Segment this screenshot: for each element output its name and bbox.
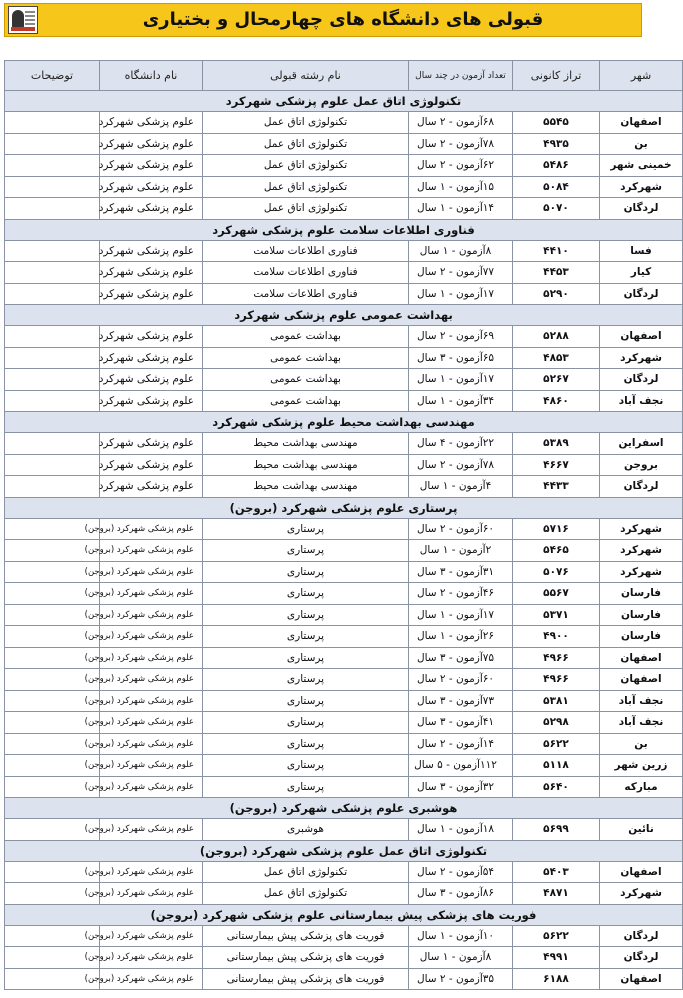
city-cell: فسا	[600, 240, 683, 262]
city-cell: اصفهان	[600, 647, 683, 669]
table-row	[5, 112, 683, 134]
table-row	[5, 968, 683, 990]
exam-count-cell: ۷۷آزمون - ۲ سال	[409, 262, 513, 284]
city-cell: لردگان	[600, 369, 683, 391]
rank-cell: ۴۸۵۳	[513, 347, 600, 369]
notes-cell	[5, 155, 100, 177]
field-cell: تکنولوژی اتاق عمل	[203, 133, 409, 155]
table-row	[5, 155, 683, 177]
rank-cell: ۵۱۱۸	[513, 755, 600, 777]
notes-cell	[5, 133, 100, 155]
university-cell: علوم پزشکی شهرکرد	[100, 112, 203, 134]
field-cell: تکنولوژی اتاق عمل	[203, 155, 409, 177]
table-row	[5, 176, 683, 198]
notes-cell	[5, 240, 100, 262]
city-cell: اصفهان	[600, 326, 683, 348]
exam-count-cell: ۷۳آزمون - ۳ سال	[409, 690, 513, 712]
table-row	[5, 647, 683, 669]
notes-cell	[5, 326, 100, 348]
exam-count-cell: ۶۸آزمون - ۲ سال	[409, 112, 513, 134]
rank-cell: ۴۹۶۶	[513, 647, 600, 669]
rank-cell: ۵۲۶۷	[513, 369, 600, 391]
exam-count-cell: ۶۲آزمون - ۲ سال	[409, 155, 513, 177]
exam-count-cell: ۱۷آزمون - ۱ سال	[409, 369, 513, 391]
table-row	[5, 755, 683, 777]
table-row	[5, 626, 683, 648]
page-title: قبولی های دانشگاه های چهارمحال و بختیاری	[142, 9, 544, 30]
field-cell: تکنولوژی اتاق عمل	[203, 112, 409, 134]
exam-count-cell: ۴۱آزمون - ۳ سال	[409, 712, 513, 734]
field-cell: بهداشت عمومی	[203, 326, 409, 348]
rank-cell: ۴۴۱۰	[513, 240, 600, 262]
field-cell: تکنولوژی اتاق عمل	[203, 198, 409, 220]
field-cell: مهندسی بهداشت محیط	[203, 454, 409, 476]
table-row	[5, 669, 683, 691]
university-cell: علوم پزشکی شهرکرد	[100, 155, 203, 177]
table-row	[5, 262, 683, 284]
university-cell: علوم پزشکی شهرکرد (بروجن)	[100, 776, 203, 798]
exam-count-cell: ۳۱آزمون - ۳ سال	[409, 561, 513, 583]
rank-cell: ۴۴۳۳	[513, 476, 600, 498]
col-header-rank: تراز کانونی	[513, 61, 600, 91]
rank-cell: ۵۰۷۰	[513, 198, 600, 220]
field-cell: پرستاری	[203, 755, 409, 777]
rank-cell: ۴۸۶۰	[513, 390, 600, 412]
field-cell: پرستاری	[203, 776, 409, 798]
city-cell: لردگان	[600, 198, 683, 220]
section-title: فوریت های پزشکی پیش بیمارستانی علوم پزشکی شهرکرد (بروجن)	[5, 904, 683, 925]
city-cell: لردگان	[600, 283, 683, 305]
city-cell: اصفهان	[600, 861, 683, 883]
notes-cell	[5, 176, 100, 198]
institute-logo	[8, 6, 38, 34]
rank-cell: ۵۳۸۱	[513, 690, 600, 712]
rank-cell: ۵۳۸۹	[513, 433, 600, 455]
field-cell: تکنولوژی اتاق عمل	[203, 176, 409, 198]
col-header-exams: تعداد آزمون در چند سال	[409, 61, 513, 91]
exam-count-cell: ۱۴آزمون - ۲ سال	[409, 733, 513, 755]
city-cell: لردگان	[600, 925, 683, 947]
rank-cell: ۵۴۶۵	[513, 540, 600, 562]
section-header-row	[5, 412, 683, 433]
field-cell: فوریت های پزشکی پیش بیمارستانی	[203, 947, 409, 969]
city-cell: فارسان	[600, 626, 683, 648]
section-header-row	[5, 798, 683, 819]
exam-count-cell: ۱۰آزمون - ۱ سال	[409, 925, 513, 947]
rank-cell: ۴۴۵۳	[513, 262, 600, 284]
rank-cell: ۴۹۶۶	[513, 669, 600, 691]
section-title: فناوری اطلاعات سلامت علوم پزشکی شهرکرد	[5, 219, 683, 240]
col-header-university: نام دانشگاه	[100, 61, 203, 91]
field-cell: تکنولوژی اتاق عمل	[203, 883, 409, 905]
table-row	[5, 390, 683, 412]
col-header-field: نام رشته قبولی	[203, 61, 409, 91]
field-cell: پرستاری	[203, 583, 409, 605]
university-cell: علوم پزشکی شهرکرد (بروجن)	[100, 626, 203, 648]
table-row	[5, 583, 683, 605]
university-cell: علوم پزشکی شهرکرد (بروجن)	[100, 968, 203, 990]
admissions-table	[4, 60, 683, 990]
exam-count-cell: ۷۵آزمون - ۳ سال	[409, 647, 513, 669]
notes-cell	[5, 198, 100, 220]
table-row	[5, 347, 683, 369]
table-row	[5, 326, 683, 348]
section-title: بهداشت عمومی علوم پزشکی شهرکرد	[5, 305, 683, 326]
section-title: هوشبری علوم پزشکی شهرکرد (بروجن)	[5, 798, 683, 819]
city-cell: شهرکرد	[600, 561, 683, 583]
field-cell: پرستاری	[203, 690, 409, 712]
exam-count-cell: ۷۸آزمون - ۲ سال	[409, 133, 513, 155]
university-cell: علوم پزشکی شهرکرد (بروجن)	[100, 583, 203, 605]
city-cell: نائین	[600, 819, 683, 841]
university-cell: علوم پزشکی شهرکرد	[100, 390, 203, 412]
section-header-row	[5, 91, 683, 112]
field-cell: فوریت های پزشکی پیش بیمارستانی	[203, 925, 409, 947]
field-cell: پرستاری	[203, 712, 409, 734]
table-header-row	[5, 61, 683, 91]
university-cell: علوم پزشکی شهرکرد (بروجن)	[100, 669, 203, 691]
rank-cell: ۵۷۱۶	[513, 518, 600, 540]
university-cell: علوم پزشکی شهرکرد	[100, 454, 203, 476]
exam-count-cell: ۳۲آزمون - ۳ سال	[409, 776, 513, 798]
notes-cell	[5, 454, 100, 476]
university-cell: علوم پزشکی شهرکرد	[100, 326, 203, 348]
field-cell: پرستاری	[203, 604, 409, 626]
university-cell: علوم پزشکی شهرکرد	[100, 240, 203, 262]
field-cell: پرستاری	[203, 626, 409, 648]
col-header-city: شهر	[600, 61, 683, 91]
university-cell: علوم پزشکی شهرکرد (بروجن)	[100, 755, 203, 777]
exam-count-cell: ۶۹آزمون - ۲ سال	[409, 326, 513, 348]
university-cell: علوم پزشکی شهرکرد	[100, 283, 203, 305]
university-cell: علوم پزشکی شهرکرد (بروجن)	[100, 733, 203, 755]
rank-cell: ۵۴۸۶	[513, 155, 600, 177]
rank-cell: ۵۵۶۷	[513, 583, 600, 605]
field-cell: فناوری اطلاعات سلامت	[203, 262, 409, 284]
notes-cell	[5, 433, 100, 455]
field-cell: پرستاری	[203, 733, 409, 755]
field-cell: بهداشت عمومی	[203, 347, 409, 369]
city-cell: شهرکرد	[600, 518, 683, 540]
exam-count-cell: ۲۲آزمون - ۴ سال	[409, 433, 513, 455]
rank-cell: ۵۲۸۸	[513, 326, 600, 348]
rank-cell: ۵۳۷۱	[513, 604, 600, 626]
section-title: مهندسی بهداشت محیط علوم پزشکی شهرکرد	[5, 412, 683, 433]
rank-cell: ۵۲۹۸	[513, 712, 600, 734]
section-header-row	[5, 904, 683, 925]
exam-count-cell: ۸۶آزمون - ۳ سال	[409, 883, 513, 905]
section-title: پرستاری علوم پزشکی شهرکرد (بروجن)	[5, 497, 683, 518]
exam-count-cell: ۴آزمون - ۱ سال	[409, 476, 513, 498]
university-cell: علوم پزشکی شهرکرد (بروجن)	[100, 604, 203, 626]
university-cell: علوم پزشکی شهرکرد (بروجن)	[100, 561, 203, 583]
rank-cell: ۵۶۴۰	[513, 776, 600, 798]
notes-cell	[5, 112, 100, 134]
university-cell: علوم پزشکی شهرکرد	[100, 347, 203, 369]
city-cell: بن	[600, 733, 683, 755]
rank-cell: ۵۲۹۰	[513, 283, 600, 305]
table-row	[5, 283, 683, 305]
exam-count-cell: ۱۷آزمون - ۱ سال	[409, 283, 513, 305]
field-cell: پرستاری	[203, 647, 409, 669]
notes-cell	[5, 262, 100, 284]
field-cell: فناوری اطلاعات سلامت	[203, 240, 409, 262]
city-cell: اصفهان	[600, 968, 683, 990]
table-row	[5, 198, 683, 220]
city-cell: فارسان	[600, 583, 683, 605]
city-cell: لردگان	[600, 947, 683, 969]
notes-cell	[5, 347, 100, 369]
field-cell: فوریت های پزشکی پیش بیمارستانی	[203, 968, 409, 990]
field-cell: بهداشت عمومی	[203, 390, 409, 412]
table-row	[5, 433, 683, 455]
table-row	[5, 454, 683, 476]
university-cell: علوم پزشکی شهرکرد (بروجن)	[100, 947, 203, 969]
table-row	[5, 925, 683, 947]
city-cell: نجف آباد	[600, 390, 683, 412]
city-cell: لردگان	[600, 476, 683, 498]
exam-count-cell: ۳۵آزمون - ۲ سال	[409, 968, 513, 990]
city-cell: کیار	[600, 262, 683, 284]
col-header-notes: توضیحات	[5, 61, 100, 91]
page-header	[4, 3, 642, 37]
table-row	[5, 518, 683, 540]
university-cell: علوم پزشکی شهرکرد (بروجن)	[100, 712, 203, 734]
field-cell: پرستاری	[203, 518, 409, 540]
table-row	[5, 883, 683, 905]
city-cell: فارسان	[600, 604, 683, 626]
exam-count-cell: ۳۴آزمون - ۱ سال	[409, 390, 513, 412]
university-cell: علوم پزشکی شهرکرد (بروجن)	[100, 647, 203, 669]
table-row	[5, 133, 683, 155]
city-cell: شهرکرد	[600, 347, 683, 369]
city-cell: نجف آباد	[600, 712, 683, 734]
city-cell: اصفهان	[600, 112, 683, 134]
exam-count-cell: ۶۰آزمون - ۲ سال	[409, 669, 513, 691]
field-cell: فناوری اطلاعات سلامت	[203, 283, 409, 305]
rank-cell: ۴۹۳۵	[513, 133, 600, 155]
table-row	[5, 712, 683, 734]
table-row	[5, 476, 683, 498]
section-header-row	[5, 497, 683, 518]
section-header-row	[5, 305, 683, 326]
rank-cell: ۴۸۷۱	[513, 883, 600, 905]
rank-cell: ۵۶۲۲	[513, 733, 600, 755]
notes-cell	[5, 390, 100, 412]
section-title: تکنولوژی اتاق عمل علوم پزشکی شهرکرد	[5, 91, 683, 112]
university-cell: علوم پزشکی شهرکرد (بروجن)	[100, 819, 203, 841]
exam-count-cell: ۱۸آزمون - ۱ سال	[409, 819, 513, 841]
exam-count-cell: ۱۵آزمون - ۱ سال	[409, 176, 513, 198]
university-cell: علوم پزشکی شهرکرد (بروجن)	[100, 883, 203, 905]
field-cell: مهندسی بهداشت محیط	[203, 476, 409, 498]
table-row	[5, 819, 683, 841]
university-cell: علوم پزشکی شهرکرد (بروجن)	[100, 518, 203, 540]
university-cell: علوم پزشکی شهرکرد	[100, 262, 203, 284]
university-cell: علوم پزشکی شهرکرد	[100, 176, 203, 198]
exam-count-cell: ۸آزمون - ۱ سال	[409, 947, 513, 969]
city-cell: مبارکه	[600, 776, 683, 798]
exam-count-cell: ۲۶آزمون - ۱ سال	[409, 626, 513, 648]
section-header-row	[5, 840, 683, 861]
exam-count-cell: ۴۶آزمون - ۲ سال	[409, 583, 513, 605]
table-row	[5, 540, 683, 562]
university-cell: علوم پزشکی شهرکرد (بروجن)	[100, 540, 203, 562]
city-cell: شهرکرد	[600, 883, 683, 905]
university-cell: علوم پزشکی شهرکرد	[100, 133, 203, 155]
rank-cell: ۵۰۷۶	[513, 561, 600, 583]
table-row	[5, 369, 683, 391]
rank-cell: ۵۰۸۴	[513, 176, 600, 198]
exam-count-cell: ۶۰آزمون - ۲ سال	[409, 518, 513, 540]
table-row	[5, 690, 683, 712]
section-header-row	[5, 219, 683, 240]
exam-count-cell: ۵۴آزمون - ۲ سال	[409, 861, 513, 883]
table-row	[5, 947, 683, 969]
city-cell: شهرکرد	[600, 176, 683, 198]
table-row	[5, 561, 683, 583]
table-row	[5, 733, 683, 755]
exam-count-cell: ۲آزمون - ۱ سال	[409, 540, 513, 562]
notes-cell	[5, 476, 100, 498]
exam-count-cell: ۷۸آزمون - ۲ سال	[409, 454, 513, 476]
city-cell: بن	[600, 133, 683, 155]
rank-cell: ۵۶۲۲	[513, 925, 600, 947]
rank-cell: ۵۴۰۳	[513, 861, 600, 883]
table-row	[5, 776, 683, 798]
city-cell: اصفهان	[600, 669, 683, 691]
section-title: تکنولوژی اتاق عمل علوم پزشکی شهرکرد (بروجن)	[5, 840, 683, 861]
field-cell: بهداشت عمومی	[203, 369, 409, 391]
field-cell: پرستاری	[203, 540, 409, 562]
city-cell: شهرکرد	[600, 540, 683, 562]
exam-count-cell: ۱۱۲آزمون - ۵ سال	[409, 755, 513, 777]
notes-cell	[5, 369, 100, 391]
field-cell: مهندسی بهداشت محیط	[203, 433, 409, 455]
rank-cell: ۶۱۸۸	[513, 968, 600, 990]
rank-cell: ۴۶۶۷	[513, 454, 600, 476]
exam-count-cell: ۶۵آزمون - ۳ سال	[409, 347, 513, 369]
university-cell: علوم پزشکی شهرکرد	[100, 369, 203, 391]
field-cell: پرستاری	[203, 669, 409, 691]
city-cell: اسفراین	[600, 433, 683, 455]
city-cell: خمینی شهر	[600, 155, 683, 177]
exam-count-cell: ۸آزمون - ۱ سال	[409, 240, 513, 262]
rank-cell: ۴۹۰۰	[513, 626, 600, 648]
exam-count-cell: ۱۴آزمون - ۱ سال	[409, 198, 513, 220]
table-body	[5, 91, 683, 990]
field-cell: هوشبری	[203, 819, 409, 841]
rank-cell: ۴۹۹۱	[513, 947, 600, 969]
table-row	[5, 861, 683, 883]
exam-count-cell: ۱۷آزمون - ۱ سال	[409, 604, 513, 626]
city-cell: بروجن	[600, 454, 683, 476]
rank-cell: ۵۶۹۹	[513, 819, 600, 841]
table-row	[5, 604, 683, 626]
university-cell: علوم پزشکی شهرکرد	[100, 198, 203, 220]
field-cell: تکنولوژی اتاق عمل	[203, 861, 409, 883]
table-row	[5, 240, 683, 262]
university-cell: علوم پزشکی شهرکرد	[100, 476, 203, 498]
university-cell: علوم پزشکی شهرکرد (بروجن)	[100, 925, 203, 947]
city-cell: زرین شهر	[600, 755, 683, 777]
notes-cell	[5, 283, 100, 305]
rank-cell: ۵۵۴۵	[513, 112, 600, 134]
university-cell: علوم پزشکی شهرکرد	[100, 433, 203, 455]
city-cell: نجف آباد	[600, 690, 683, 712]
field-cell: پرستاری	[203, 561, 409, 583]
university-cell: علوم پزشکی شهرکرد (بروجن)	[100, 690, 203, 712]
university-cell: علوم پزشکی شهرکرد (بروجن)	[100, 861, 203, 883]
